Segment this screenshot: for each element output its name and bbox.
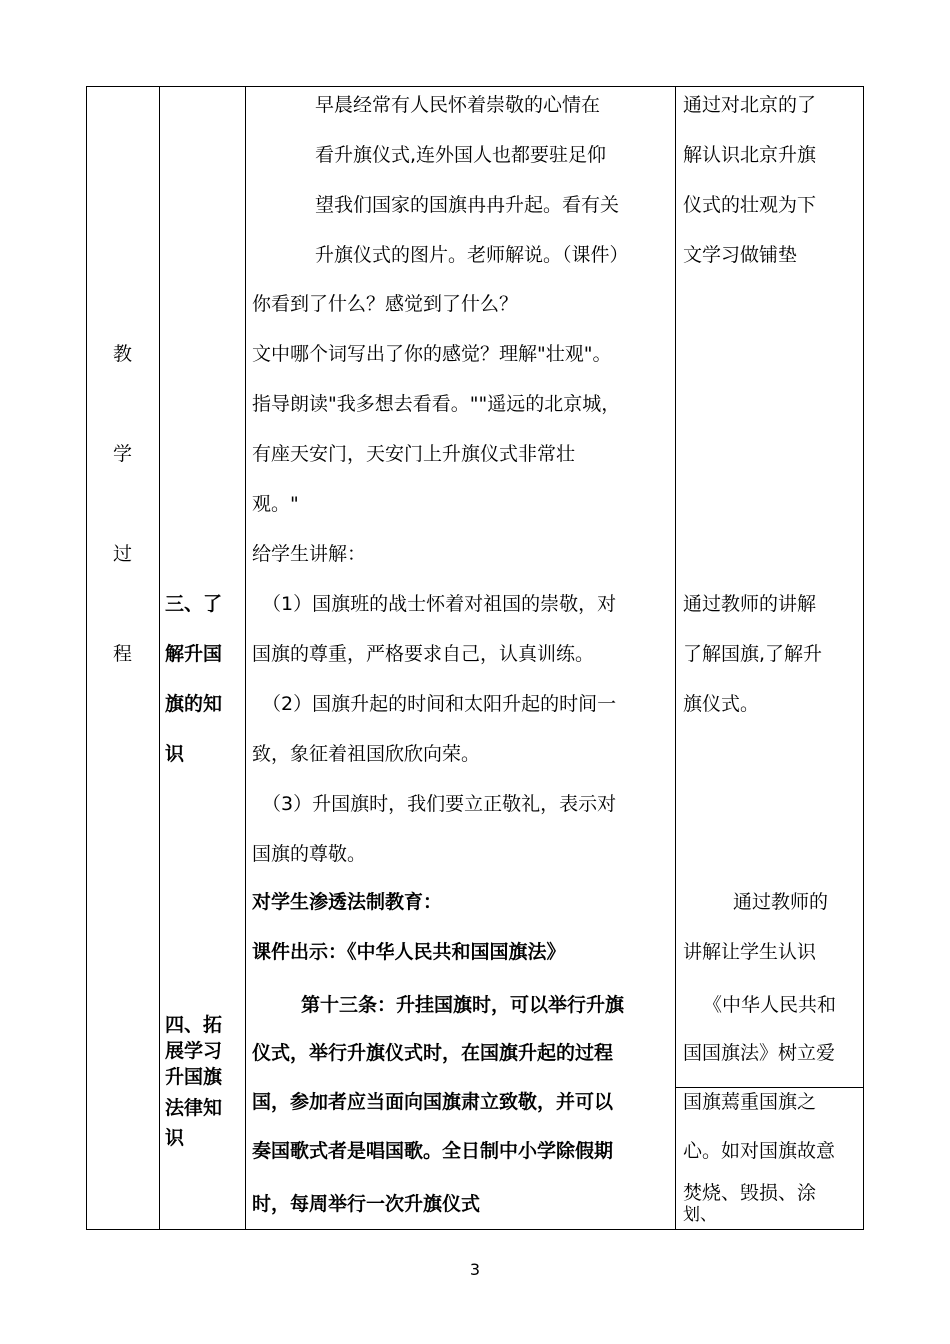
page-number: 3 — [469, 1260, 481, 1279]
column-divider — [159, 87, 160, 1229]
stage-char: 学 — [113, 443, 133, 465]
content-line: 望我们国家的国旗冉冉升起。看有关 — [315, 194, 620, 216]
note-line: 通过教师的讲解 — [683, 593, 817, 615]
stage-char: 程 — [113, 643, 133, 665]
notes-row-divider — [675, 1087, 863, 1088]
content-line: 指导朗读"我多想去看看。""遥远的北京城， — [252, 393, 621, 415]
content-line: 第十三条：升挂国旗时，可以举行升旗 — [301, 994, 625, 1016]
content-line: （1）国旗班的战士怀着对祖国的崇敬，对 — [262, 593, 617, 615]
stage-char: 教 — [113, 343, 133, 365]
note-line: 国国旗法》树立爱 — [683, 1042, 836, 1064]
content-line: 给学生讲解： — [252, 543, 367, 565]
section-3-line: 旗的知 — [165, 693, 223, 715]
content-line: 观。" — [252, 493, 299, 515]
content-line: 国，参加者应当面向国旗肃立致敬，并可以 — [252, 1091, 614, 1113]
note-line: 仪式的壮观为下 — [683, 194, 817, 216]
section-3-line: 解升国 — [165, 643, 223, 665]
note-line: 讲解让学生认识 — [683, 941, 817, 963]
note-line: 国旗蔫重国旗之 — [683, 1091, 817, 1113]
content-line: 时，每周举行一次升旗仪式 — [252, 1193, 481, 1215]
content-line: （2）国旗升起的时间和太阳升起的时间一 — [262, 693, 617, 715]
section-3-line: 识 — [165, 743, 185, 765]
note-line: 《中华人民共和 — [703, 994, 837, 1016]
note-line: 解认识北京升旗 — [683, 144, 817, 166]
content-line: 有座天安门，天安门上升旗仪式非常壮 — [252, 443, 576, 465]
section-4-line: 四、拓 — [165, 1014, 223, 1036]
content-line: 早晨经常有人民怀着崇敬的心情在 — [315, 94, 601, 116]
column-divider — [245, 87, 246, 1229]
section-3-line: 三、了 — [165, 593, 223, 615]
content-line: 对学生渗透法制教育： — [252, 891, 443, 913]
content-line: 你看到了什么？感觉到了什么？ — [252, 293, 519, 315]
note-line: 文学习做铺垫 — [683, 244, 798, 266]
content-line: 看升旗仪式,连外国人也都要驻足仰 — [315, 144, 607, 166]
section-4-line: 升国旗 — [165, 1066, 223, 1088]
note-line: 了解国旗,了解升 — [683, 643, 823, 665]
content-line: 课件出示：《中华人民共和国国旗法》 — [252, 941, 566, 963]
section-4-line: 法律知 — [165, 1097, 223, 1119]
section-4-line: 识 — [165, 1127, 185, 1149]
section-4-line: 展学习 — [165, 1040, 223, 1062]
content-line: 致，象征着祖国欣欣向荣。 — [252, 743, 481, 765]
content-line: 文中哪个词写出了你的感觉？理解"壮观"。 — [252, 343, 612, 365]
content-line: 国旗的尊重，严格要求自己，认真训练。 — [252, 643, 595, 665]
note-line: 旗仪式。 — [683, 693, 760, 715]
content-line: 升旗仪式的图片。老师解说。（课件） — [315, 244, 629, 266]
content-line: 国旗的尊敬。 — [252, 843, 367, 865]
content-line: 奏国歌式者是唱国歌。全日制中小学除假期 — [252, 1140, 614, 1162]
note-line: 心。如对国旗故意 — [683, 1140, 836, 1162]
stage-char: 过 — [113, 543, 133, 565]
note-line: 通过对北京的了 — [683, 94, 817, 116]
column-divider — [675, 87, 676, 1229]
content-line: 仪式，举行升旗仪式时，在国旗升起的过程 — [252, 1042, 614, 1064]
note-line: 焚烧、毁损、涂 — [683, 1182, 817, 1204]
note-line: 通过教师的 — [733, 891, 829, 913]
content-line: （3）升国旗时，我们要立正敬礼，表示对 — [262, 793, 617, 815]
note-line: 划、 — [683, 1205, 717, 1225]
